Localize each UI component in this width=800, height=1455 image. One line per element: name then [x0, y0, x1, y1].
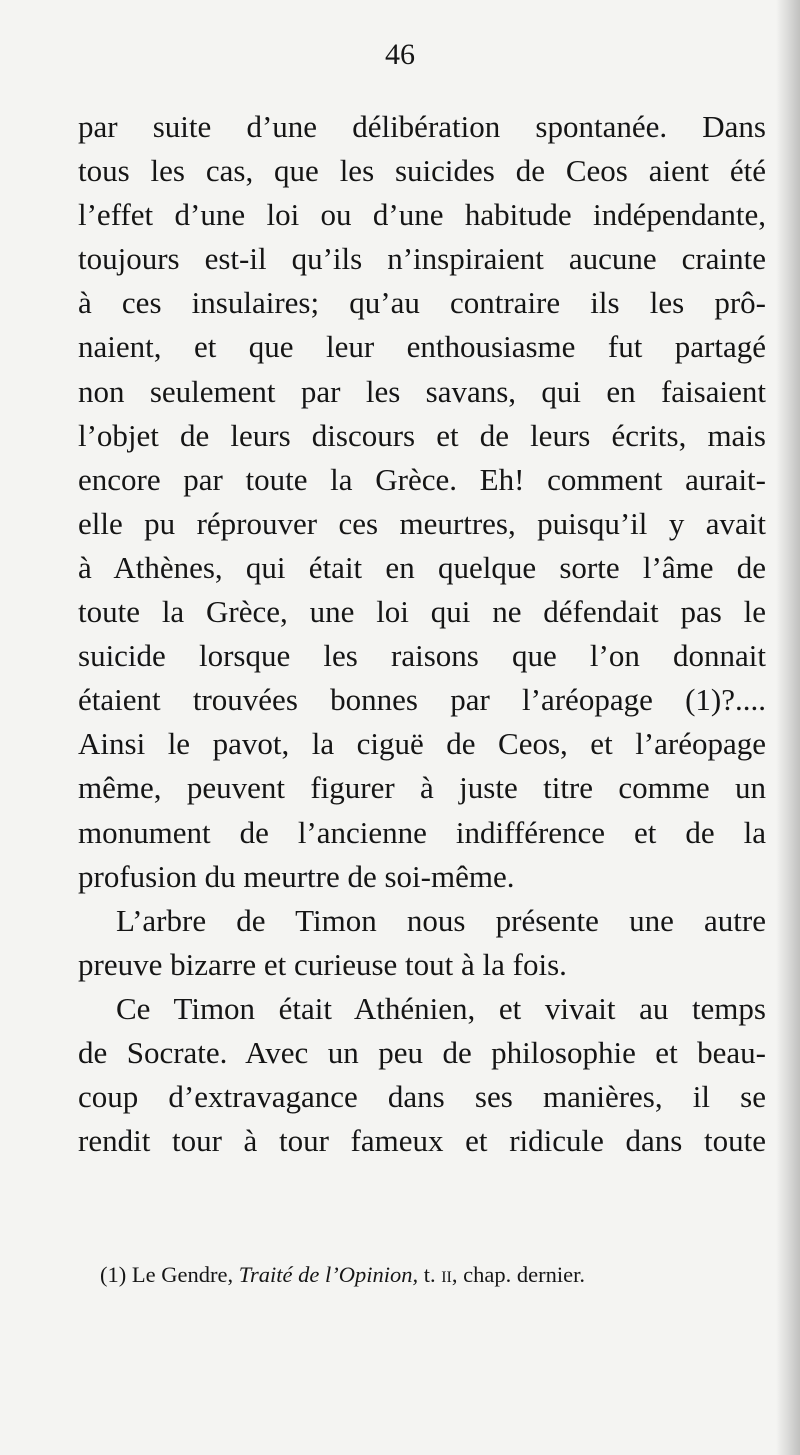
text-line: monument de l’ancienne indifférence et de la	[78, 814, 766, 850]
text-line: de Socrate. Avec un peu de philosophie et beau-	[78, 1034, 766, 1070]
scan-shadow	[776, 0, 800, 1455]
text-line: L’arbre de Timon nous présente une autre	[116, 902, 766, 938]
footnote-volume-number: ii	[441, 1262, 452, 1287]
footnote-rest: , chap. dernier.	[451, 1262, 585, 1287]
text-line: par suite d’une délibération spontanée. Dans	[78, 109, 766, 144]
footnote-volume: t.	[423, 1262, 442, 1287]
text-line: Ce Timon était Athénien, et vivait au temps	[116, 990, 766, 1026]
footnote-title: Traité de l’Opinion,	[238, 1262, 419, 1287]
text-line: toute la Grèce, une loi qui ne défendait pas le	[78, 594, 766, 630]
text-line: coup d’extravagance dans ses manières, il se	[78, 1079, 766, 1115]
text-line: l’effet d’une loi ou d’une habitude indépendante,	[78, 197, 766, 233]
text-line: suicide lorsque les raisons que l’on donnait	[78, 638, 766, 674]
text-line: tous les cas, que les suicides de Ceos aient été	[78, 153, 766, 189]
footnote	[100, 1262, 760, 1288]
text-line: l’objet de leurs discours et de leurs écrits, mais	[78, 417, 766, 453]
text-line: à Athènes, qui était en quelque sorte l’âme de	[78, 549, 766, 585]
text-line: toujours est-il qu’ils n’inspiraient aucune crainte	[78, 241, 766, 277]
text-line: rendit tour à tour fameux et ridicule dans toute	[78, 1123, 766, 1159]
text-line: à ces insulaires; qu’au contraire ils les prô-	[78, 285, 766, 321]
text-line: naient, et que leur enthousiasme fut partagé	[78, 329, 766, 365]
text-line: encore par toute la Grèce. Eh! comment aurait-	[78, 461, 766, 497]
footnote-marker: (1)	[100, 1262, 127, 1287]
page-number: 46	[385, 38, 415, 71]
text-line: non seulement par les savans, qui en faisaient	[78, 373, 766, 409]
main-text	[78, 105, 766, 1163]
footnote-author: Le Gendre,	[131, 1262, 234, 1287]
text-line: même, peuvent figurer à juste titre comme un	[78, 770, 766, 806]
text-line: étaient trouvées bonnes par l’aréopage (1)?....	[78, 682, 766, 718]
text-line: preuve bizarre et curieuse tout à la fois.	[78, 946, 567, 982]
text-line: Ainsi le pavot, la ciguë de Ceos, et l’aréopage	[78, 726, 766, 762]
text-line: elle pu réprouver ces meurtres, puisqu’il y avait	[78, 505, 766, 541]
text-line: profusion du meurtre de soi-même.	[78, 858, 515, 894]
